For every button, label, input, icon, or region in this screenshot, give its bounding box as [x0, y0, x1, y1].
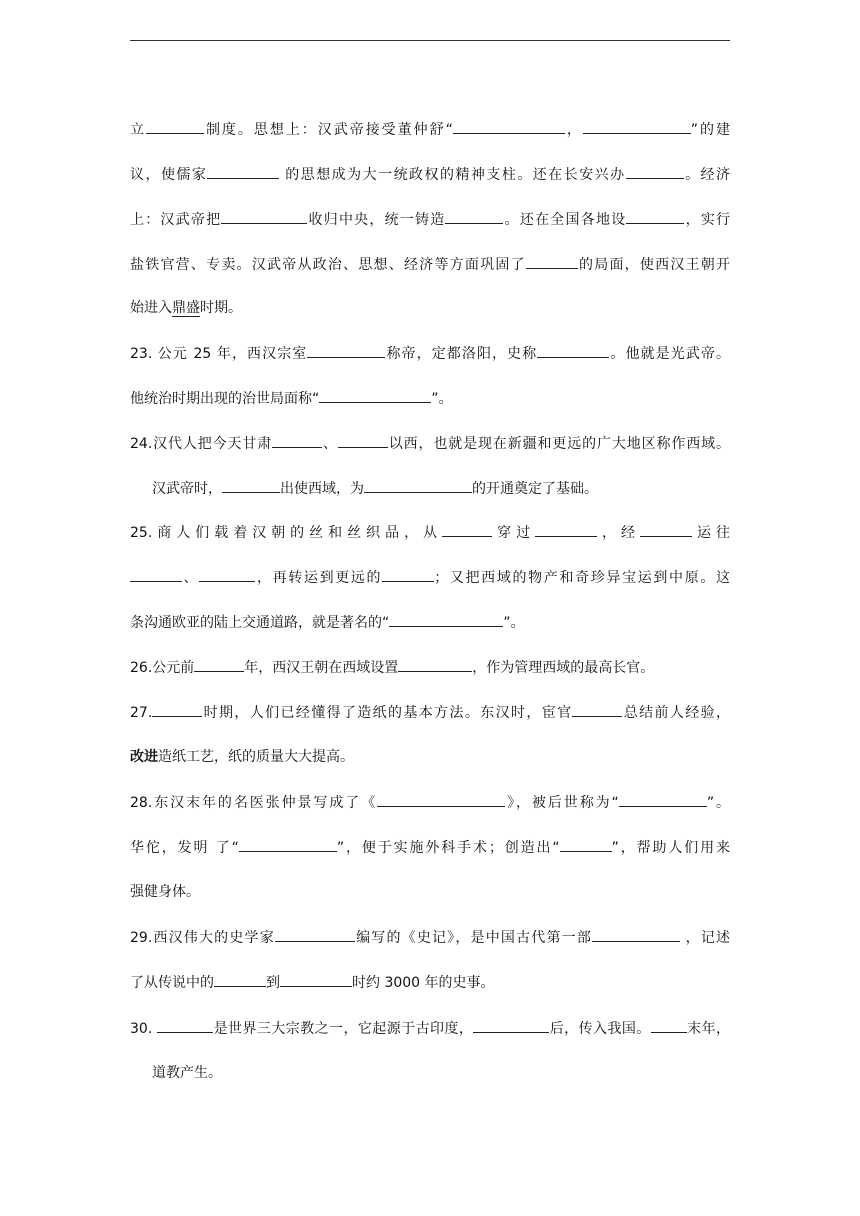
text-line: 了从传说中的 到 时约 3000 年的史事。 — [130, 972, 730, 993]
text-line: 始进入鼎盛时期。 — [130, 300, 242, 316]
question-24: 24.汉代人把今天甘肃 、 以西，也就是现在新疆和更远的广大地区称作西域。 — [130, 433, 730, 454]
blank — [389, 612, 503, 627]
question-26: 26.公元前 年，西汉王朝在西域设置 ，作为管理西域的最高长官。 — [130, 657, 730, 678]
blank — [146, 119, 204, 134]
question-25: 25.商人们载着汉朝的丝和丝织品，从 穿过 ，经 运往 — [130, 522, 730, 543]
text-line: 汉武帝时， 出使西域，为 的开通奠定了基础。 — [152, 478, 730, 499]
blank — [572, 702, 622, 717]
blank — [526, 254, 578, 269]
blank — [592, 927, 680, 942]
blank — [382, 567, 434, 582]
blank — [199, 567, 255, 582]
blank — [560, 837, 612, 852]
blank — [473, 1018, 549, 1033]
blank — [377, 792, 505, 807]
blank — [619, 792, 707, 807]
question-28: 28.东汉末年的名医张仲景写成了《 》，被后世称为“ ”。 — [130, 792, 730, 813]
question-29: 29.西汉伟大的史学家 编写的《史记》，是中国古代第一部 ，记述 — [130, 927, 730, 948]
blank — [239, 837, 337, 852]
text-line: 强健身体。 — [130, 884, 200, 900]
blank — [275, 927, 355, 942]
text-line: 条沟通欧亚的陆上交通道路，就是著名的“ ”。 — [130, 612, 730, 633]
blank — [364, 478, 472, 493]
blank — [214, 972, 266, 987]
blank — [445, 209, 503, 224]
blank — [537, 343, 609, 358]
blank — [626, 164, 684, 179]
blank — [307, 343, 385, 358]
blank — [442, 522, 492, 537]
blank — [222, 478, 280, 493]
text-line: 华佗，发明 了“ ”，便于实施外科手术；创造出“ ”，帮助人们用来 — [130, 837, 730, 858]
blank — [651, 1018, 687, 1033]
text-line: 道教产生。 — [152, 1065, 222, 1081]
blank — [453, 119, 565, 134]
blank — [535, 522, 597, 537]
blank — [207, 164, 279, 179]
text-line: 他统治时期出现的治世局面称“ ”。 — [130, 388, 730, 409]
blank — [194, 657, 244, 672]
text-line: 议，使儒家 的思想成为大一统政权的精神支柱。还在长安兴办 。经济 — [130, 164, 730, 185]
header-rule — [130, 40, 730, 41]
blank — [272, 433, 322, 448]
text-line: 盐铁官营、专卖。汉武帝从政治、思想、经济等方面巩固了 的局面，使西汉王朝开 — [130, 254, 730, 275]
question-30: 30. 是世界三大宗教之一，它起源于古印度， 后，传入我国。 末年， — [130, 1018, 730, 1039]
blank — [157, 1018, 213, 1033]
blank — [319, 388, 431, 403]
text-line: 上：汉武帝把 收归中央，统一铸造 。还在全国各地设 ，实行 — [130, 209, 730, 230]
blank — [152, 702, 202, 717]
blank — [221, 209, 307, 224]
blank — [398, 657, 472, 672]
text-line: 改进造纸工艺，纸的质量大大提高。 — [130, 749, 354, 765]
blank — [338, 433, 388, 448]
blank — [280, 972, 352, 987]
text-line: 、 ，再转运到更远的 ；又把西域的物产和奇珍异宝运到中原。这 — [130, 567, 730, 588]
blank — [583, 119, 691, 134]
text-line: 立 制度。思想上：汉武帝接受董仲舒“ ， ”的建 — [130, 119, 730, 140]
blank — [130, 567, 182, 582]
blank — [640, 522, 692, 537]
question-27: 27. 时期，人们已经懂得了造纸的基本方法。东汉时，宦官 总结前人经验， — [130, 702, 730, 723]
question-23: 23. 公元 25 年，西汉宗室 称帝，定都洛阳，史称 。他就是光武帝。 — [130, 343, 730, 364]
blank — [626, 209, 684, 224]
